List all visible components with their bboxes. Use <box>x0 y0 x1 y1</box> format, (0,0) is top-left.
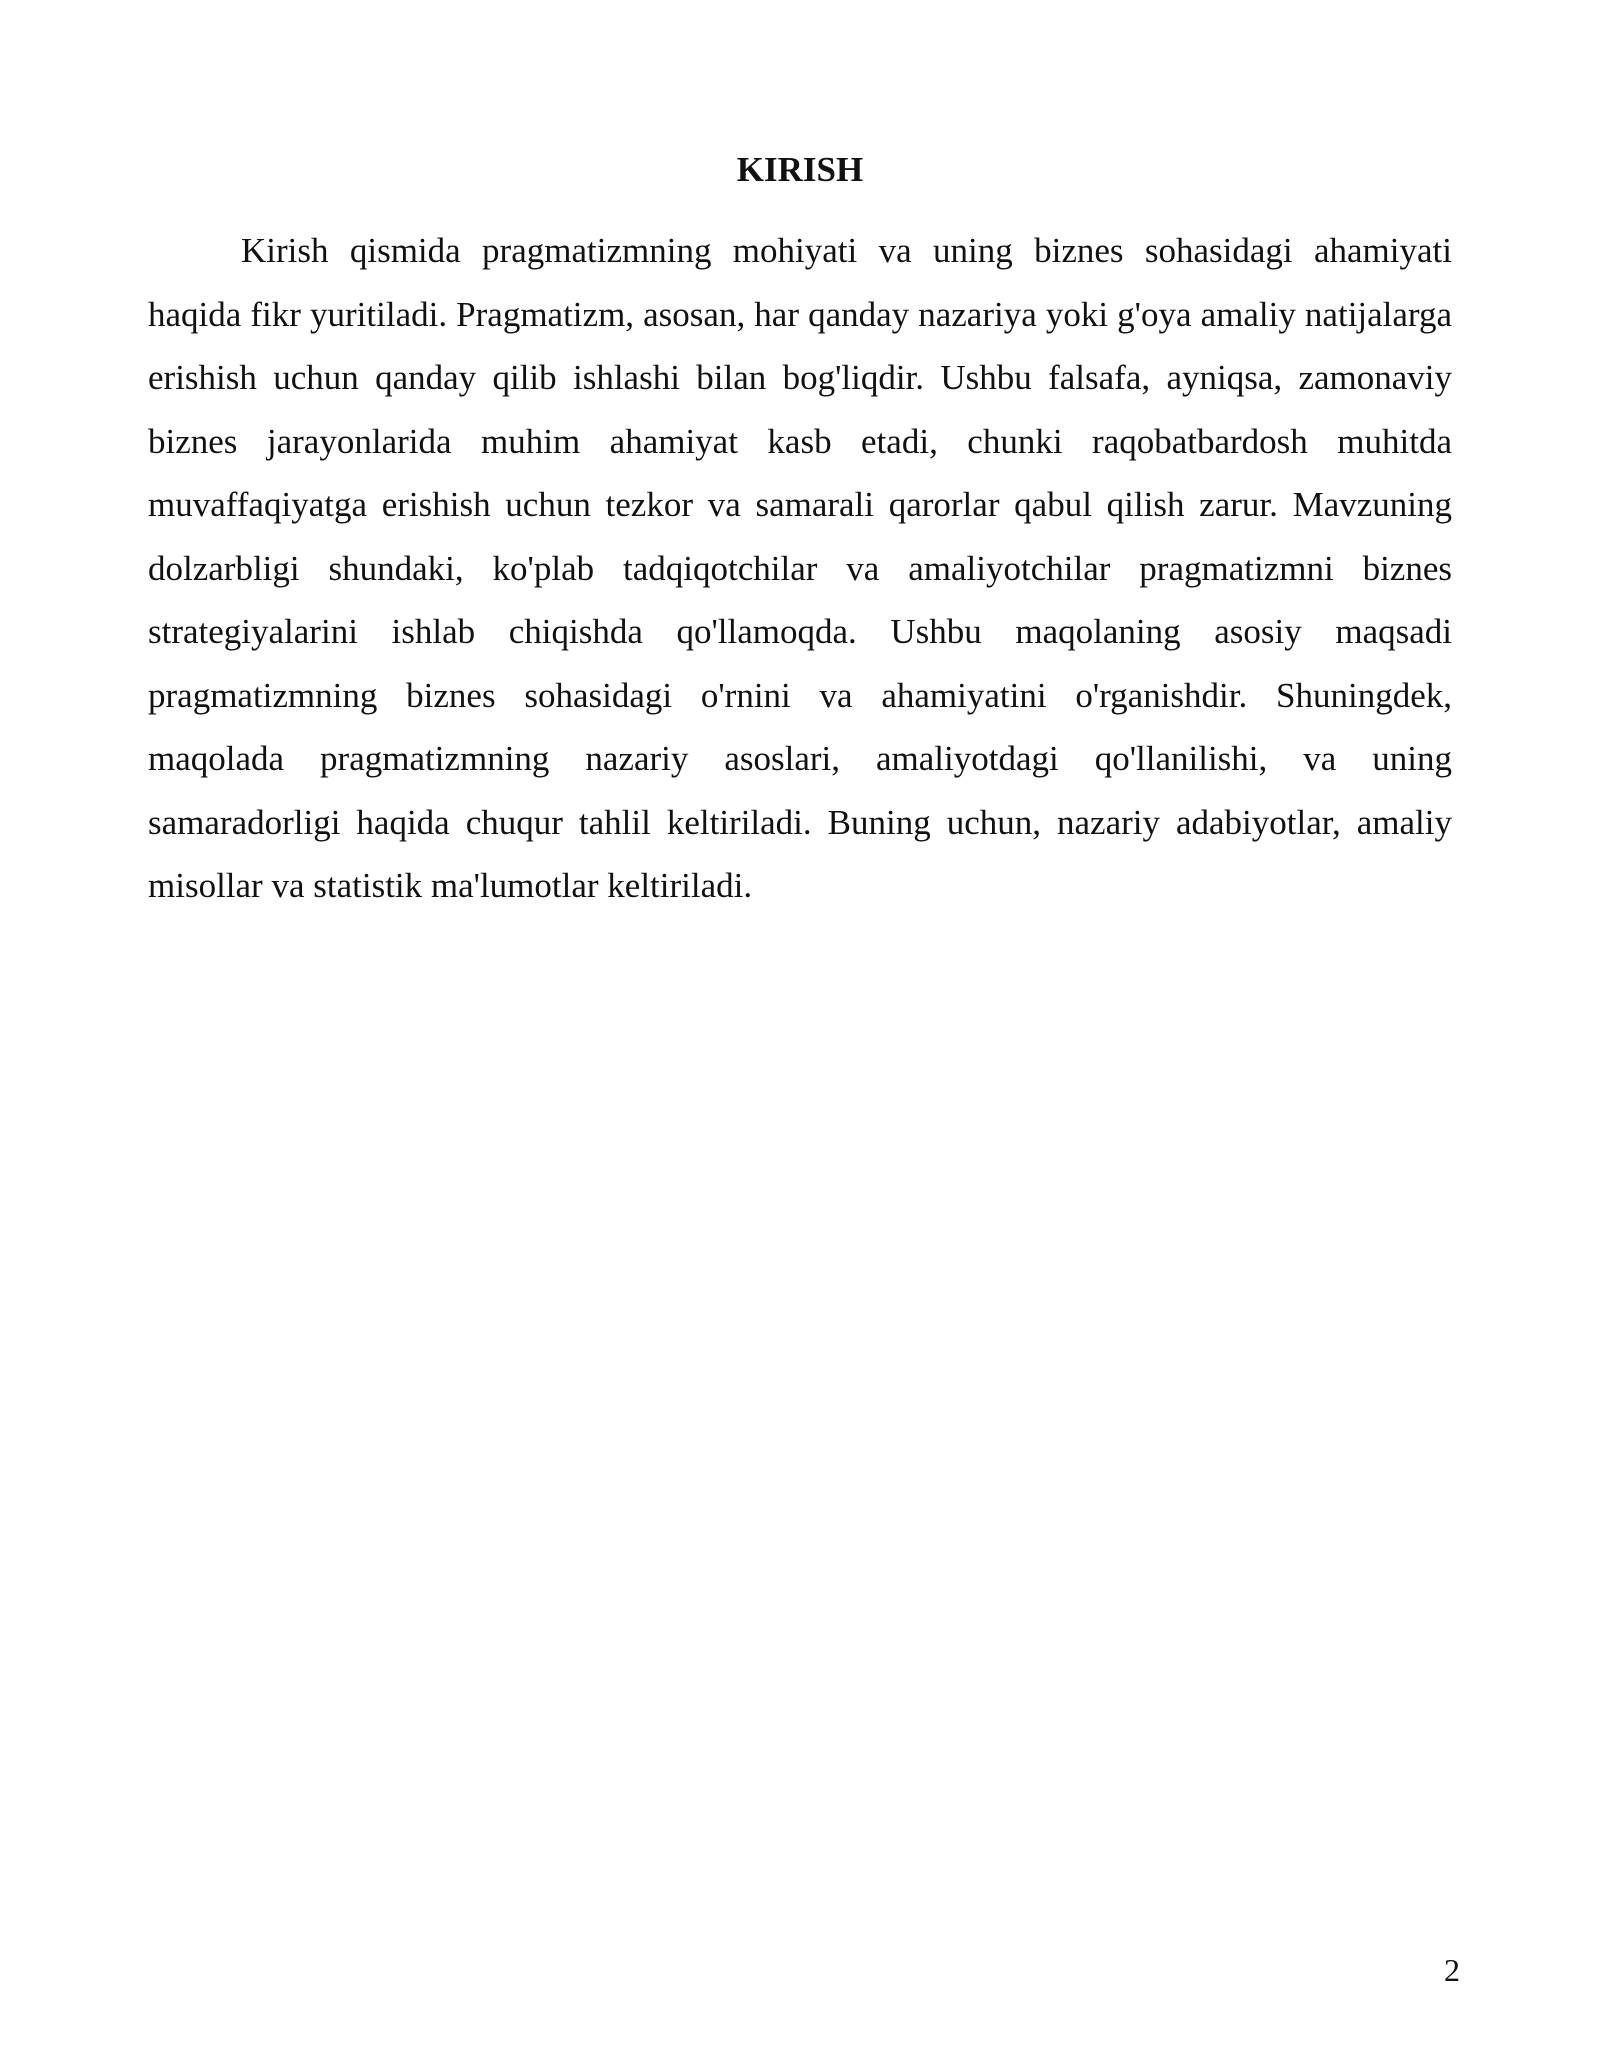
page-number: 2 <box>1444 1952 1460 1988</box>
body-paragraph: Kirish qismida pragmatizmning mohiyati va uning biznes sohasidagi ahamiyati haqida fikr yuritiladi. Pragmatizm, asosan, har qanday nazariya yoki g'oya amaliy natijalarga erishish uchun qanday qilib ishlashi bilan bog'liqdir. Ushbu falsafa, ayniqsa, zamonaviy biznes jarayonlarida muhim ahamiyat kasb etadi, chunki raqobatbardosh muhitda muvaffaqiyatga erishish uchun tezkor va samarali qarorlar qabul qilish zarur. Mavzuning dolzarbligi shundaki, ko'plab tadqiqotchilar va amaliyotchilar pragmatizmni biznes strategiyalarini ishlab chiqishda qo'llamoqda. Ushbu maqolaning asosiy maqsadi pragmatizmning biznes sohasidagi o'rnini va ahamiyatini o'rganishdir. Shuningdek, maqolada pragmatizmning nazariy asoslari, amaliyotdagi qo'llanilishi, va uning samaradorligi haqida chuqur tahlil keltiriladi. Buning uchun, nazariy adabiyotlar, amaliy misollar va statistik ma'lumotlar keltiriladi. <box>148 231 1452 905</box>
section-heading: KIRISH <box>736 150 864 189</box>
